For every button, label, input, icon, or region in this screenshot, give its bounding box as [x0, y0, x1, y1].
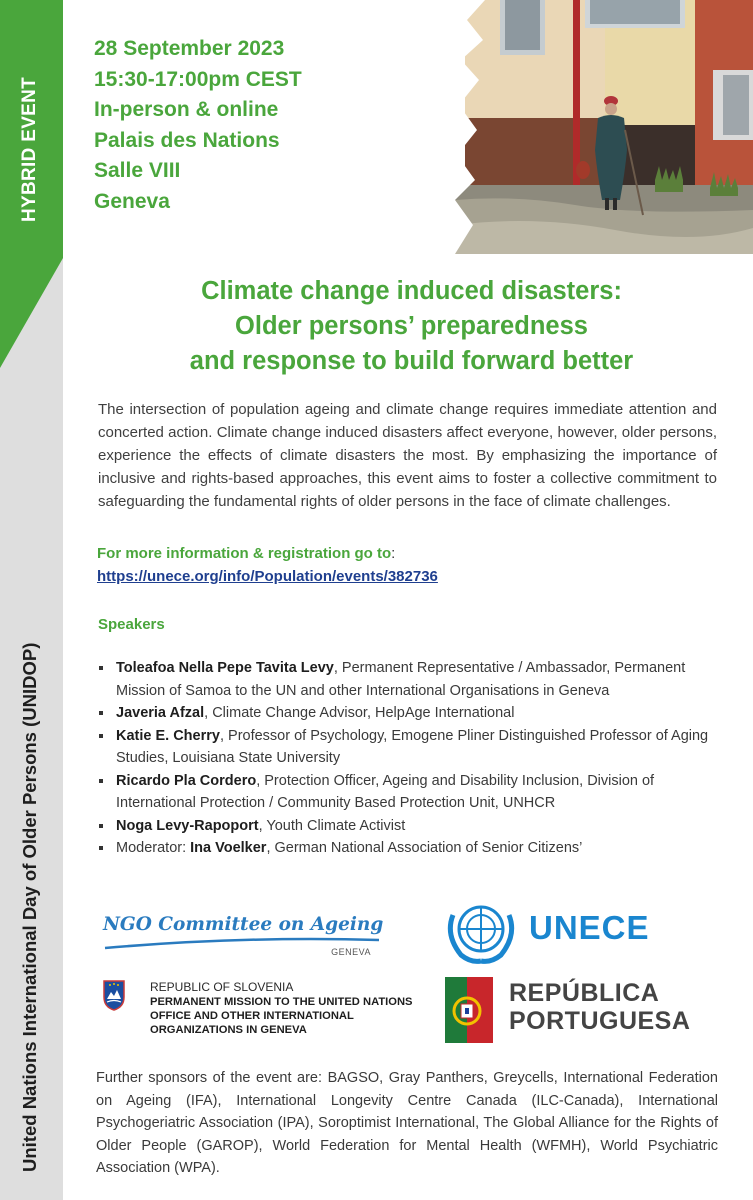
speaker-role: , Climate Change Advisor, HelpAge International: [204, 705, 515, 721]
speaker-item: [98, 815, 718, 838]
portugal-line-2: PORTUGUESA: [509, 1007, 691, 1035]
moderator-item: [98, 837, 718, 860]
speaker-item: [98, 657, 718, 702]
ngo-committee-logo: [103, 910, 383, 965]
event-city: Geneva: [94, 189, 170, 213]
speakers-heading: Speakers: [98, 616, 165, 633]
side-band-triangle: [0, 258, 63, 368]
speaker-item: [98, 702, 718, 725]
portugal-emblem-icon: [443, 975, 495, 1045]
speaker-item: [98, 770, 718, 815]
event-room: Salle VIII: [94, 159, 181, 182]
flood-photo: [455, 0, 753, 254]
event-info: [94, 34, 302, 217]
speaker-name: Noga Levy-Rapoport: [116, 817, 259, 834]
registration-label-text: For more information & registration go to: [97, 545, 392, 562]
slovenia-line-2: PERMANENT MISSION TO THE UNITED NATIONS OFFICE AND OTHER INTERNATIONAL ORGANIZATIONS IN GENEVA: [150, 996, 413, 1036]
speaker-role: , Professor of Psychology, Emogene Pliner Distinguished Professor of Aging Studies, Louisiana State University: [116, 727, 709, 766]
ngo-subtitle: GENEVA: [331, 947, 371, 957]
moderator-name: Ina Voelker: [190, 840, 267, 856]
unidop-label: United Nations International Day of Older Persons (UNIDOP): [19, 642, 40, 1172]
hybrid-event-label: HYBRID EVENT: [19, 76, 40, 222]
unece-wordmark: UNECE: [529, 909, 650, 946]
moderator-prefix: Moderator:: [116, 840, 191, 856]
slovenia-coat-of-arms-icon: [102, 979, 126, 1011]
unece-logo: [441, 895, 681, 965]
speakers-list: [98, 657, 718, 860]
un-emblem-icon: [441, 895, 521, 965]
speaker-role: , Protection Officer, Ageing and Disability Inclusion, Division of International Protection / Community Based Protection Unit, UNHCR: [116, 772, 655, 811]
title-line-3: and response to build forward better: [189, 347, 634, 375]
speaker-role: , Permanent Representative / Ambassador, Permanent Mission of Samoa to the UN and other International Organisations in Geneva: [116, 660, 686, 699]
speaker-name: Javeria Afzal: [116, 705, 205, 721]
title-line-1: Climate change induced disasters:: [201, 277, 622, 305]
title-line-2: Older persons’ preparedness: [235, 312, 588, 340]
intro-paragraph: The intersection of population ageing and climate change requires immediate attention and concerted action. Climate change induced disasters affect everyone, however, older persons, experience the effects of climate disasters the most. By emphasizing the importance of inclusive and rights-based approaches, this event aims to foster a collective commitment to safeguarding the fundamental rights of older persons in the face of climate challenges.: [98, 401, 717, 510]
registration-colon: :: [391, 545, 396, 562]
speaker-name: Toleafoa Nella Pepe Tavita Levy: [116, 660, 334, 676]
event-format: In-person & online: [94, 98, 279, 121]
speaker-item: [98, 725, 718, 770]
slovenia-line-1: REPUBLIC OF SLOVENIA: [150, 980, 294, 994]
slovenia-mission-logo: [100, 977, 430, 1047]
speaker-role: , Youth Climate Activist: [258, 817, 406, 834]
registration-label: [97, 545, 395, 562]
ngo-name: NGO Committee on Ageing: [103, 914, 384, 935]
event-time: 15:30-17:00pm CEST: [94, 67, 302, 91]
portugal-wordmark: [509, 979, 690, 1035]
registration-link[interactable]: https://unece.org/info/Population/events/382736: [97, 568, 438, 585]
event-date: 28 September 2023: [94, 37, 285, 60]
speaker-name: Ricardo Pla Cordero: [116, 772, 257, 789]
portugal-line-1: REPÚBLICA: [509, 979, 660, 1007]
speaker-name: Katie E. Cherry: [116, 727, 220, 744]
sponsors-paragraph: Further sponsors of the event are: BAGSO, Gray Panthers, Greycells, International Federation on Ageing (IFA), International Longevity Centre Canada (ILC-Canada), International Psychogeriatric Association (IPA), Soroptimist International, The Global Alliance for the Rights of Older People (GAROP), World Federation for Mental Health (WFMH), World Psychiatric Association (WPA).: [96, 1070, 718, 1176]
portugal-logo: [443, 975, 703, 1047]
event-venue: Palais des Nations: [94, 128, 280, 152]
event-title: [70, 274, 753, 379]
moderator-role: , German National Association of Senior Citizens’: [266, 840, 583, 856]
